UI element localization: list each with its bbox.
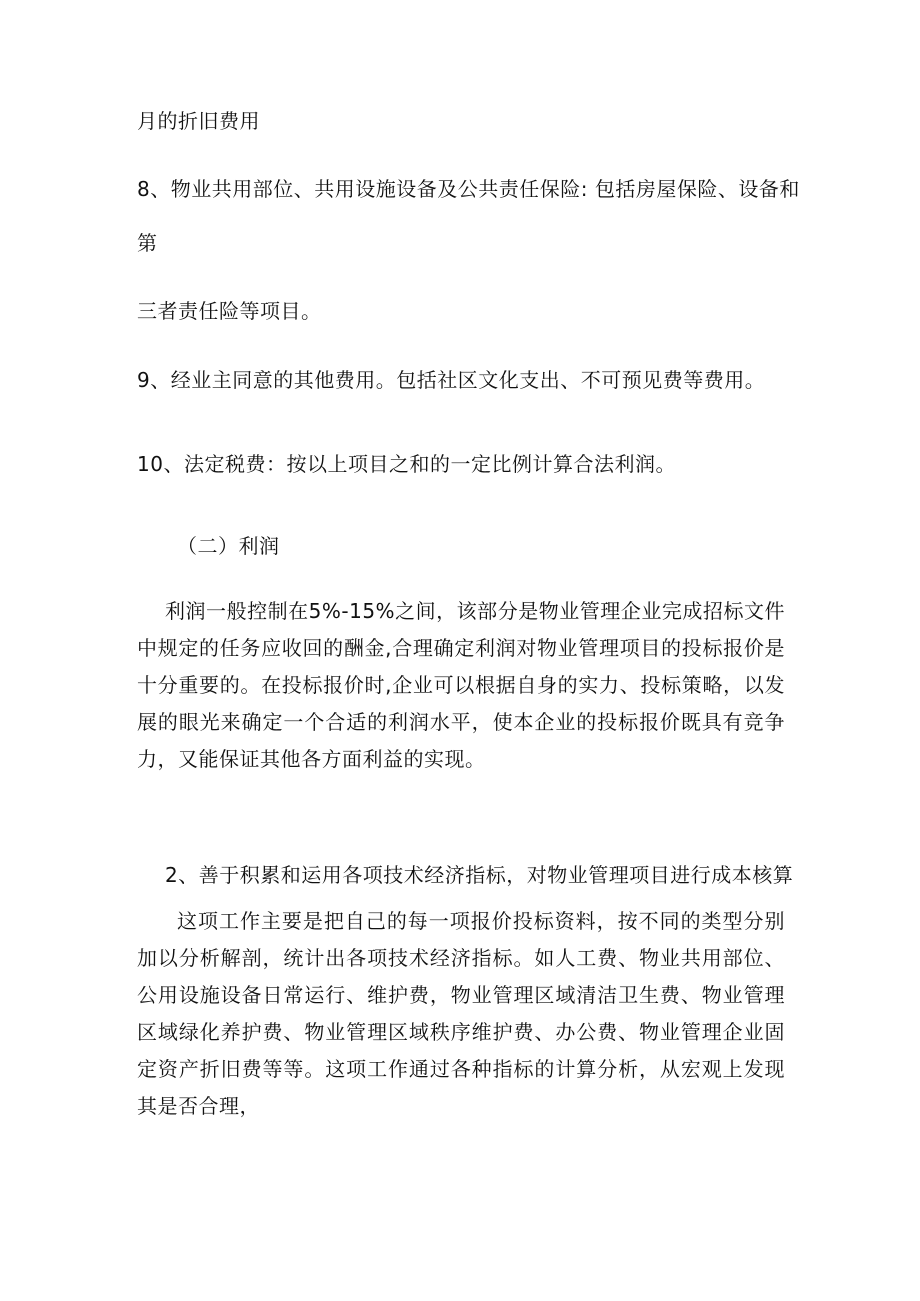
profit-paragraph: 利润一般控制在5%-15%之间，该部分是物业管理企业完成招标文件中规定的任务应收回的酬金,合理确定利润对物业管理项目的投标报价是十分重要的。在投标报价时,企业可以根据自身的实力、投标策略，以发展的眼光来确定一个合适的利润水平，使本企业的投标报价既具有竞争力，又能保证其他各方面利益的实现。: [137, 599, 785, 771]
text-line-item-8-end: 三者责任险等项目。: [137, 299, 322, 323]
item-2-paragraph: 这项工作主要是把自己的每一项报价投标资料，按不同的类型分别加以分析解剖，统计出各项技术经济指标。如人工费、物业共用部位、公用设施设备日常运行、维护费，物业管理区域清洁卫生费、物业管理区域绿化养护费、物业管理区域秩序维护费、办公费、物业管理企业固定资产折旧费等等。这项工作通过各种指标的计算分析，从宏观上发现其是否合理，: [137, 909, 785, 1118]
item-2-heading: 2、善于积累和运用各项技术经济指标，对物业管理项目进行成本核算: [165, 863, 794, 887]
text-line-item-10: 10、法定税费：按以上项目之和的一定比例计算合法利润。: [137, 452, 676, 476]
text-line-item-8-cont: 第: [137, 231, 158, 255]
text-line-item-8: 8、物业共用部位、共用设施设备及公共责任保险: 包括房屋保险、设备和: [137, 177, 800, 201]
text-line-item-9: 9、经业主同意的其他费用。包括社区文化支出、不可预见费等费用。: [137, 368, 766, 392]
section-heading-profit: （二）利润: [177, 534, 280, 558]
text-line-depreciation: 月的折旧费用: [137, 109, 260, 133]
